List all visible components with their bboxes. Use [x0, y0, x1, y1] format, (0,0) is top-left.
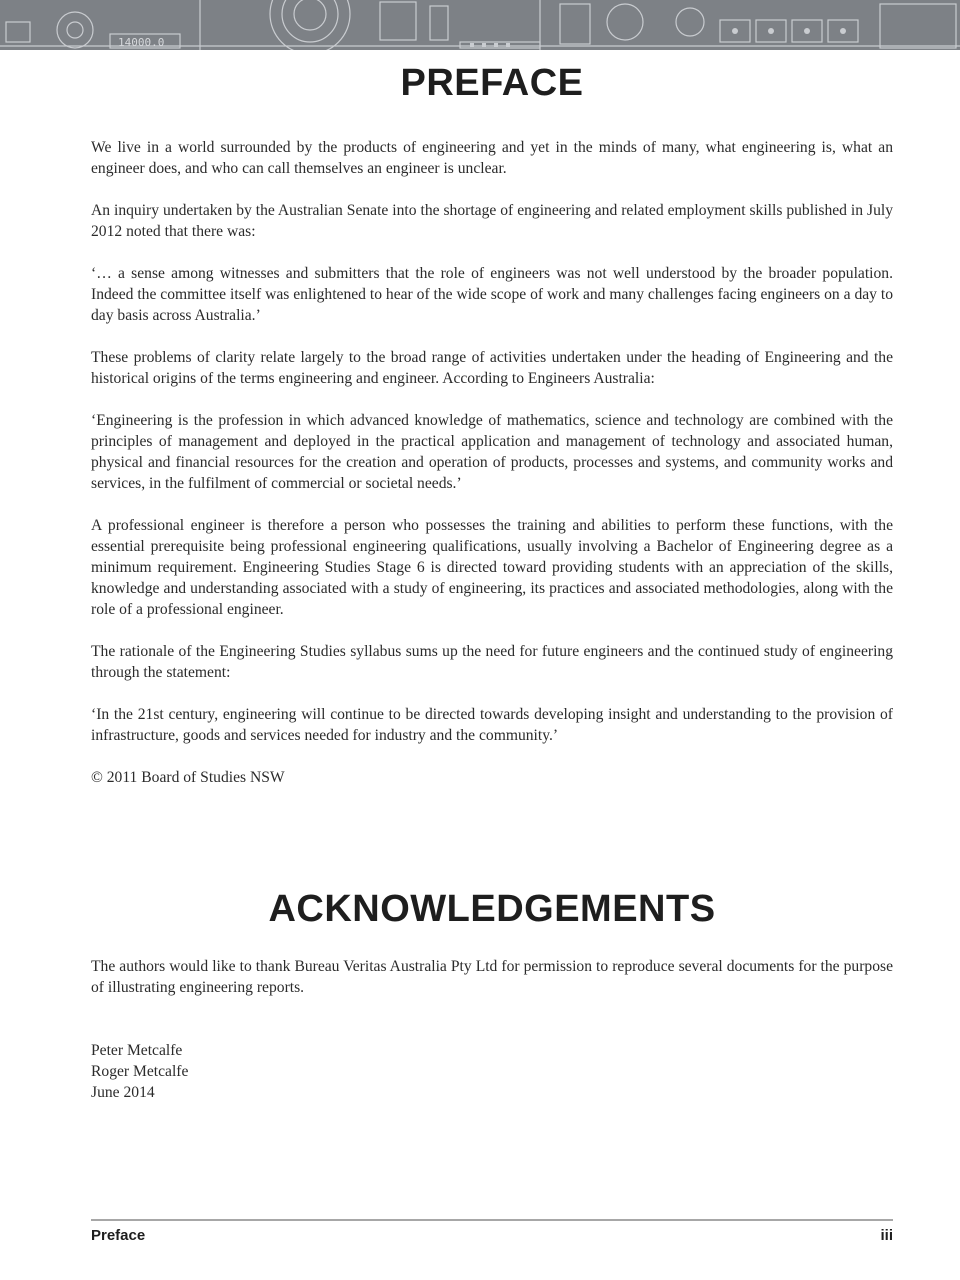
footer-section-title: Preface — [91, 1227, 146, 1244]
signature-block — [91, 1040, 188, 1103]
acknowledgements-heading: ACKNOWLEDGEMENTS — [268, 888, 716, 930]
preface-heading: PREFACE — [400, 62, 584, 104]
acknowledgements-paragraph: The authors would like to thank Bureau Veritas Australia Pty Ltd for permission to reproduce several documents for the purpose of illustrating engineering reports. — [91, 958, 893, 996]
preface-paragraph: A professional engineer is therefore a person who possesses the training and abilities to perform these functions, with the essential prerequisite being professional engineering qualifications, usually involving a Bachelor of Engineering degree as a minimum requirement. Engineering Studies Stage 6 is directed toward providing students with an appreciation of the skills, knowledge and understanding associated with a study of engineering, its practices and associated methodologies, along with the role of a professional engineer. — [91, 517, 893, 618]
copyright-notice: © 2011 Board of Studies NSW — [91, 769, 285, 786]
author-name: Peter Metcalfe — [91, 1042, 183, 1059]
page-number: iii — [880, 1227, 893, 1244]
senate-quote: ‘… a sense among witnesses and submitters that the role of engineers was not well understood by the broader population. Indeed the committee itself was enlightened to hear of the wide scope of work and many challenges facing engineers on a day to day basis across Australia.’ — [91, 265, 893, 324]
control-panel-illustration — [0, 0, 960, 50]
syllabus-quote: ‘In the 21st century, engineering will continue to be directed towards developing insight and understanding to the provision of infrastructure, goods and services needed for industry and the community.’ — [91, 706, 893, 744]
engineers-australia-quote: ‘Engineering is the profession in which advanced knowledge of mathematics, science and technology are combined with the principles of management and deployed in the practical application and management of technology and associated human, physical and financial resources for the creation and operation of products, processes and systems, and community works and services, in the fulfilment of commercial or societal needs.’ — [91, 412, 893, 492]
preface-paragraph: We live in a world surrounded by the products of engineering and yet in the minds of many, what engineering is, what an engineer does, and who can call themselves an engineer is unclear. — [91, 139, 893, 177]
author-name: Roger Metcalfe — [91, 1063, 189, 1080]
footer-divider — [91, 1219, 893, 1221]
signature-date: June 2014 — [91, 1084, 155, 1101]
banner-readout: 14000.0 — [118, 36, 165, 49]
preface-paragraph: The rationale of the Engineering Studies syllabus sums up the need for future engineers and the continued study of engineering through the statement: — [91, 643, 893, 681]
preface-paragraph: These problems of clarity relate largely to the broad range of activities undertaken under the heading of Engineering and the historical origins of the terms engineering and engineer. According to Engineers Australia: — [91, 349, 893, 387]
header-banner — [0, 0, 960, 50]
preface-paragraph: An inquiry undertaken by the Australian Senate into the shortage of engineering and related employment skills published in July 2012 noted that there was: — [91, 202, 893, 240]
